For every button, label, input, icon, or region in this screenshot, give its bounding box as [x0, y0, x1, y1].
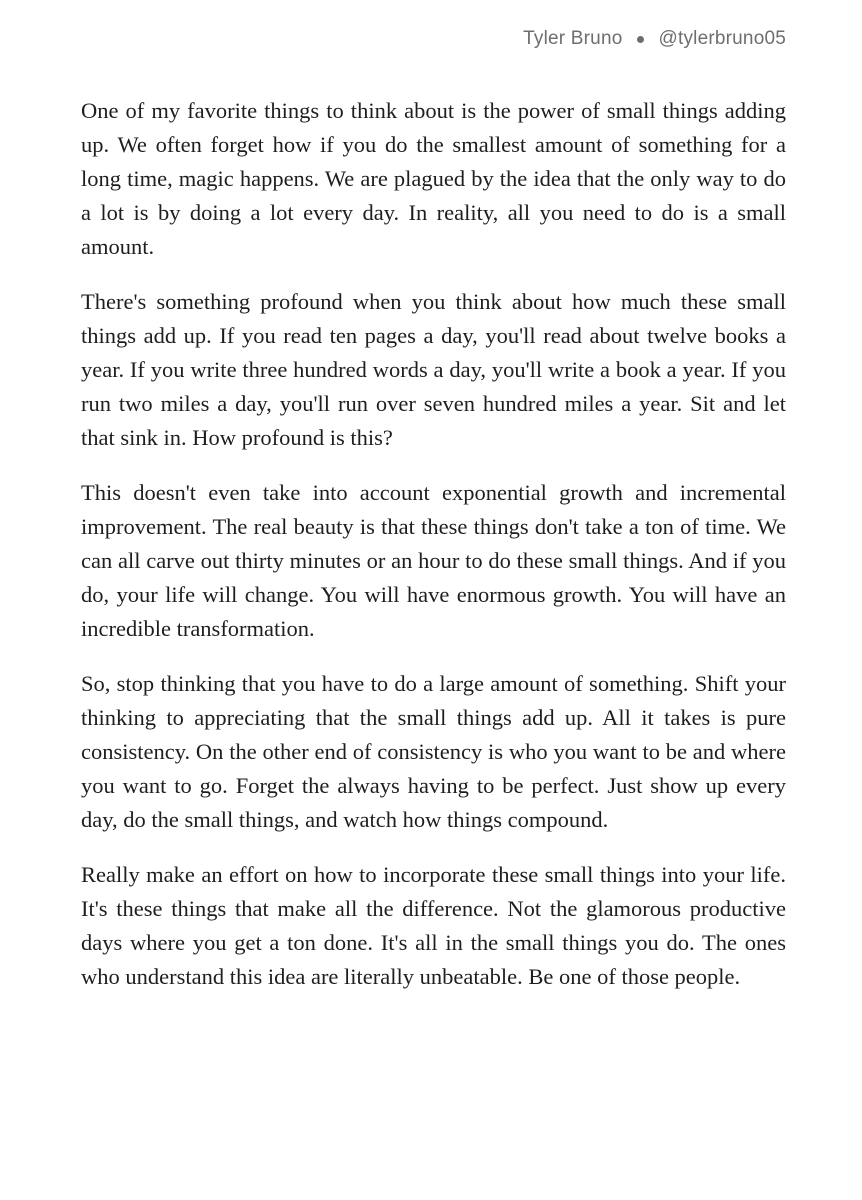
- paragraph: Really make an effort on how to incorporate these small things into your life. It's these things that make all the difference. Not the glamorous productive days where you get a ton done. It's all in the small things you do. The ones who understand this idea are literally unbeatable. Be one of those people.: [81, 862, 786, 989]
- author-name: Tyler Bruno: [523, 28, 623, 49]
- author-handle: @tylerbruno05: [658, 28, 786, 49]
- byline: [523, 28, 786, 50]
- separator-dot-icon: [637, 36, 644, 43]
- paragraph: One of my favorite things to think about is the power of small things adding up. We often forget how if you do the smallest amount of something for a long time, magic happens. We are plagued by the idea that the only way to do a lot is by doing a lot every day. In reality, all you need to do is a small amount.: [81, 98, 786, 259]
- paragraph: This doesn't even take into account exponential growth and incremental improvement. The real beauty is that these things don't take a ton of time. We can all carve out thirty minutes or an hour to do these small things. And if you do, your life will change. You will have enormous growth. You will have an incredible transformation.: [81, 480, 786, 641]
- paragraph: There's something profound when you think about how much these small things add up. If you read ten pages a day, you'll read about twelve books a year. If you write three hundred words a day, you'll write a book a year. If you run two miles a day, you'll run over seven hundred miles a year. Sit and let that sink in. How profound is this?: [81, 289, 786, 450]
- article-body: [81, 94, 786, 1015]
- paragraph: So, stop thinking that you have to do a large amount of something. Shift your thinking to appreciating that the small things add up. All it takes is pure consistency. On the other end of consistency is who you want to be and where you want to go. Forget the always having to be perfect. Just show up every day, do the small things, and watch how things compound.: [81, 671, 786, 832]
